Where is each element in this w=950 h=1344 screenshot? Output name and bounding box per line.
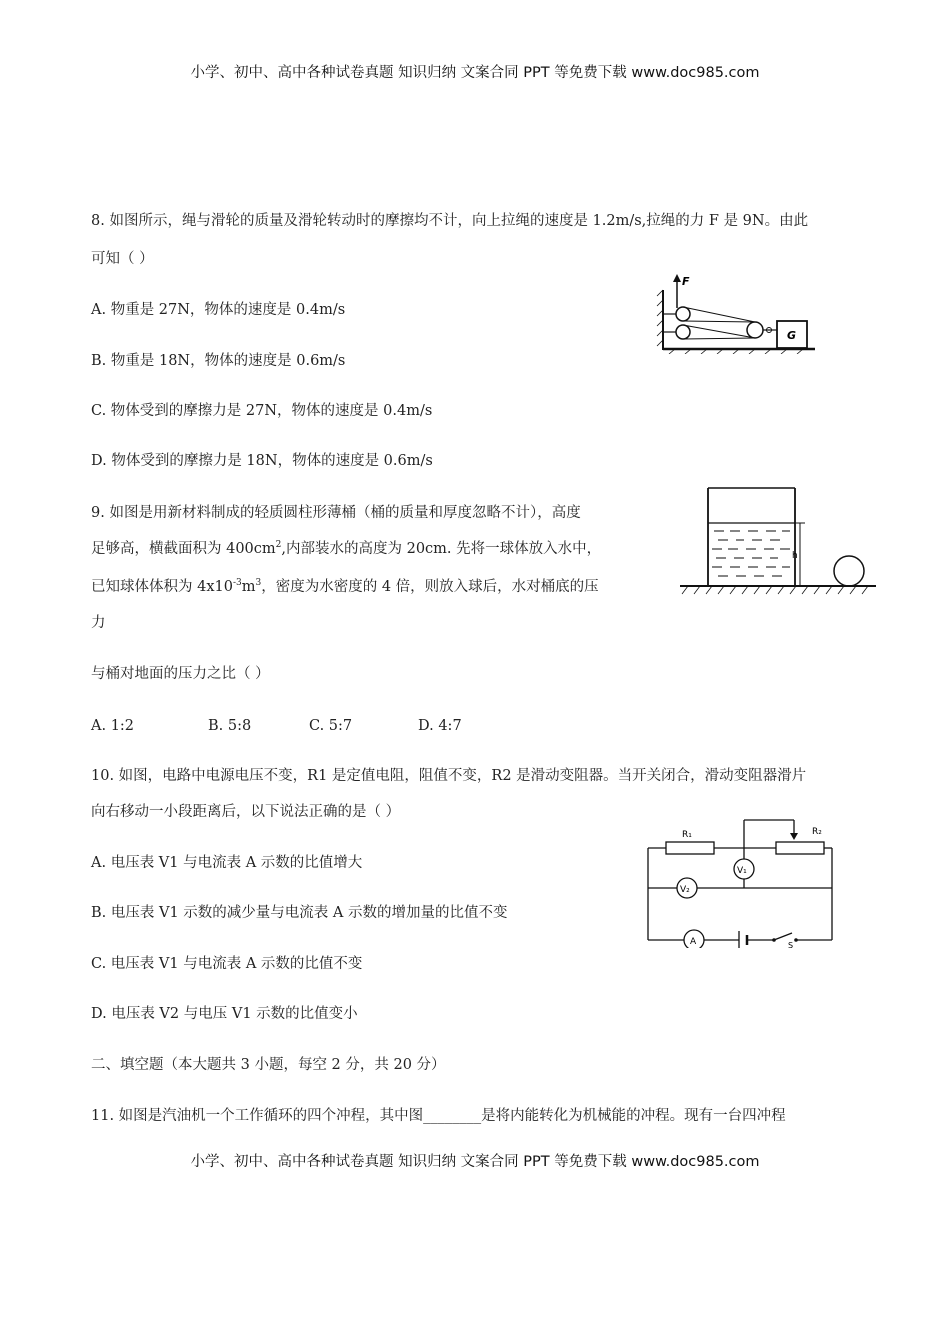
v1-label: V₁ xyxy=(737,866,747,876)
q9-option-c: C. 5:7 xyxy=(309,718,353,734)
q9-stem-line5: 与桶对地面的压力之比（ ） xyxy=(91,666,270,682)
q11-stem-line1: 11. 如图是汽油机一个工作循环的四个冲程，其中图________是将内能转化为机械能的冲程。现有一台四冲程 xyxy=(91,1108,786,1124)
q10-option-d: D. 电压表 V2 与电压 V1 示数的比值变小 xyxy=(91,1006,358,1022)
q8-stem-line2: 可知（ ） xyxy=(91,251,154,267)
q10-option-a: A. 电压表 V1 与电流表 A 示数的比值增大 xyxy=(91,855,363,871)
v2-label: V₂ xyxy=(680,885,690,895)
section2-title: 二、填空题（本大题共 3 小题，每空 2 分，共 20 分） xyxy=(91,1057,446,1073)
r1-label: R₁ xyxy=(682,830,692,840)
q9-bucket-figure xyxy=(678,485,878,600)
q10-option-c: C. 电压表 V1 与电流表 A 示数的比值不变 xyxy=(91,956,363,972)
q10-option-b: B. 电压表 V1 示数的减少量与电流表 A 示数的增加量的比值不变 xyxy=(91,905,508,921)
r2-label: R₂ xyxy=(812,827,822,837)
q9-stem-line4: 力 xyxy=(91,615,106,631)
q9-option-b: B. 5:8 xyxy=(208,718,252,734)
q9-option-a: A. 1:2 xyxy=(91,718,135,734)
force-label: F xyxy=(682,275,690,288)
q10-stem-line1: 10. 如图，电路中电源电压不变，R1 是定值电阻，阻值不变，R2 是滑动变阻器。当开关闭合，滑动变阻器滑片 xyxy=(91,768,807,784)
block-label: G xyxy=(787,329,797,342)
q9-stem-line3: 已知球体体积为 $4x10^{-3}m^3$，密度为水密度的 4 倍，则放入球后，水对桶底的压 xyxy=(91,578,599,595)
q8-option-a: A. 物重是 27N，物体的速度是 0.4m/s xyxy=(91,302,346,318)
q10-stem-line2: 向右移动一小段距离后，以下说法正确的是（ ） xyxy=(91,804,401,820)
q9-options xyxy=(91,716,462,736)
q8-option-b: B. 物重是 18N，物体的速度是 0.6m/s xyxy=(91,353,346,369)
height-label: h xyxy=(792,551,798,561)
ammeter-label: A xyxy=(690,937,697,947)
q9-option-d: D. 4:7 xyxy=(418,718,462,734)
page-footer: 小学、初中、高中各种试卷真题 知识归纳 文案合同 PPT 等免费下载 www.doc985.com xyxy=(190,1154,760,1170)
q8-option-c: C. 物体受到的摩擦力是 27N，物体的速度是 0.4m/s xyxy=(91,403,433,419)
page-header: 小学、初中、高中各种试卷真题 知识归纳 文案合同 PPT 等免费下载 www.doc985.com xyxy=(190,65,760,81)
q8-stem-line1: 8. 如图所示，绳与滑轮的质量及滑轮转动时的摩擦均不计，向上拉绳的速度是 1.2m/s,拉绳的力 F 是 9N。由此 xyxy=(91,213,809,229)
q9-stem-line1: 9. 如图是用新材料制成的轻质圆柱形薄桶（桶的质量和厚度忽略不计），高度 xyxy=(91,505,581,521)
switch-label: S xyxy=(788,941,794,948)
q10-circuit-figure xyxy=(640,818,840,948)
q8-pulley-figure xyxy=(655,272,825,354)
q8-option-d: D. 物体受到的摩擦力是 18N，物体的速度是 0.6m/s xyxy=(91,453,433,469)
q9-stem-line2: 足够高，横截面积为 $400cm^2$,内部装水的高度为 20cm. 先将一球体放入水中， xyxy=(91,540,602,557)
